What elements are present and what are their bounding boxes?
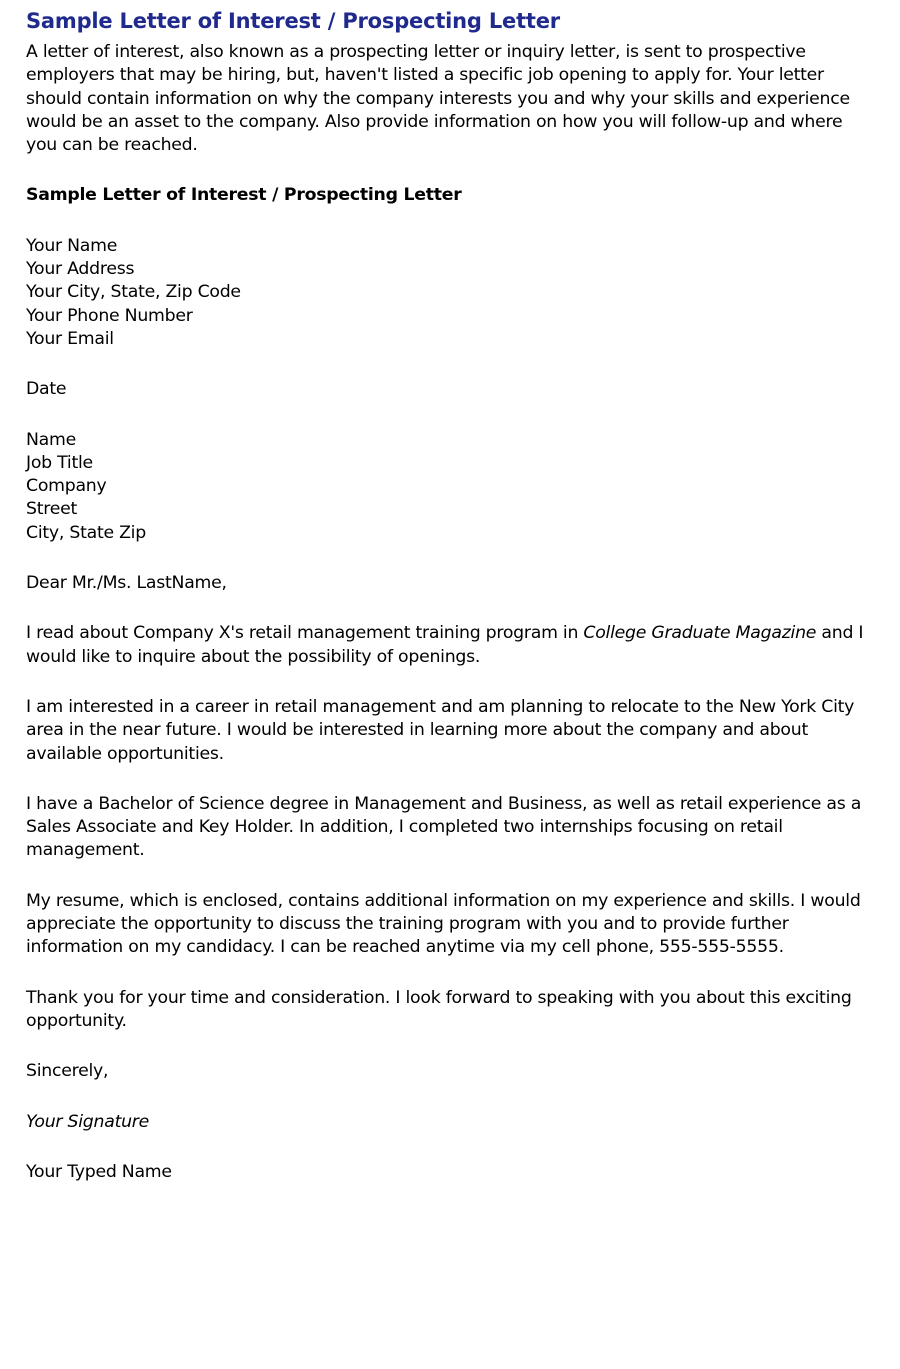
body-paragraph-2: I am interested in a career in retail management and am planning to relocate to the New York City area in the near future. I would be interested in learning more about the company and about available opportunities. <box>26 696 855 764</box>
recipient-city-state-zip: City, State Zip <box>26 522 146 543</box>
sender-address-block <box>26 235 874 351</box>
body-paragraph-1-end: and I would like to inquire about the possibility of openings. <box>26 623 864 667</box>
sender-phone: Your Phone Number <box>26 305 193 326</box>
sender-address: Your Address <box>26 259 135 280</box>
salutation: Dear Mr./Ms. LastName, <box>26 573 227 594</box>
body-paragraph-3: I have a Bachelor of Science degree in Management and Business, as well as retail experience as a Sales Associate and Key Holder. In addition, I completed two internships focusing on retail management. <box>26 793 862 861</box>
body-paragraph-5: Thank you for your time and consideration. I look forward to speaking with you about this exciting opportunity. <box>26 987 852 1031</box>
intro-paragraph: A letter of interest, also known as a prospecting letter or inquiry letter, is sent to prospective employers that may be hiring, but, haven't listed a specific job opening to apply for. Your letter should contain information on why the company interests you and why your skills and experience would be an asset to the company. Also provide information on how you will follow-up and where you can be reached. <box>26 42 850 156</box>
closing: Sincerely, <box>26 1061 109 1082</box>
page-title: Sample Letter of Interest / Prospecting Letter <box>26 9 560 33</box>
recipient-street: Street <box>26 499 78 520</box>
recipient-job-title: Job Title <box>26 452 93 473</box>
typed-name: Your Typed Name <box>26 1161 172 1182</box>
body-paragraph-4: My resume, which is enclosed, contains additional information on my experience and skills. I would appreciate the opportunity to discuss the training program with you and to provide further information on my candidacy. I can be reached anytime via my cell phone, 555-555-5555. <box>26 890 861 958</box>
signature: Your Signature <box>26 1111 150 1132</box>
recipient-company: Company <box>26 476 107 497</box>
magazine-title: College Graduate Magazine <box>583 623 817 644</box>
recipient-name: Name <box>26 429 76 450</box>
sender-email: Your Email <box>26 328 114 349</box>
sender-name: Your Name <box>26 235 118 256</box>
sender-city-state-zip: Your City, State, Zip Code <box>26 282 241 303</box>
recipient-address-block <box>26 429 874 545</box>
letter-date: Date <box>26 379 67 400</box>
body-paragraph-1-start: I read about Company X's retail management training program in <box>26 623 584 644</box>
letter-heading: Sample Letter of Interest / Prospecting Letter <box>26 185 462 206</box>
body-paragraph-1 <box>26 622 874 669</box>
